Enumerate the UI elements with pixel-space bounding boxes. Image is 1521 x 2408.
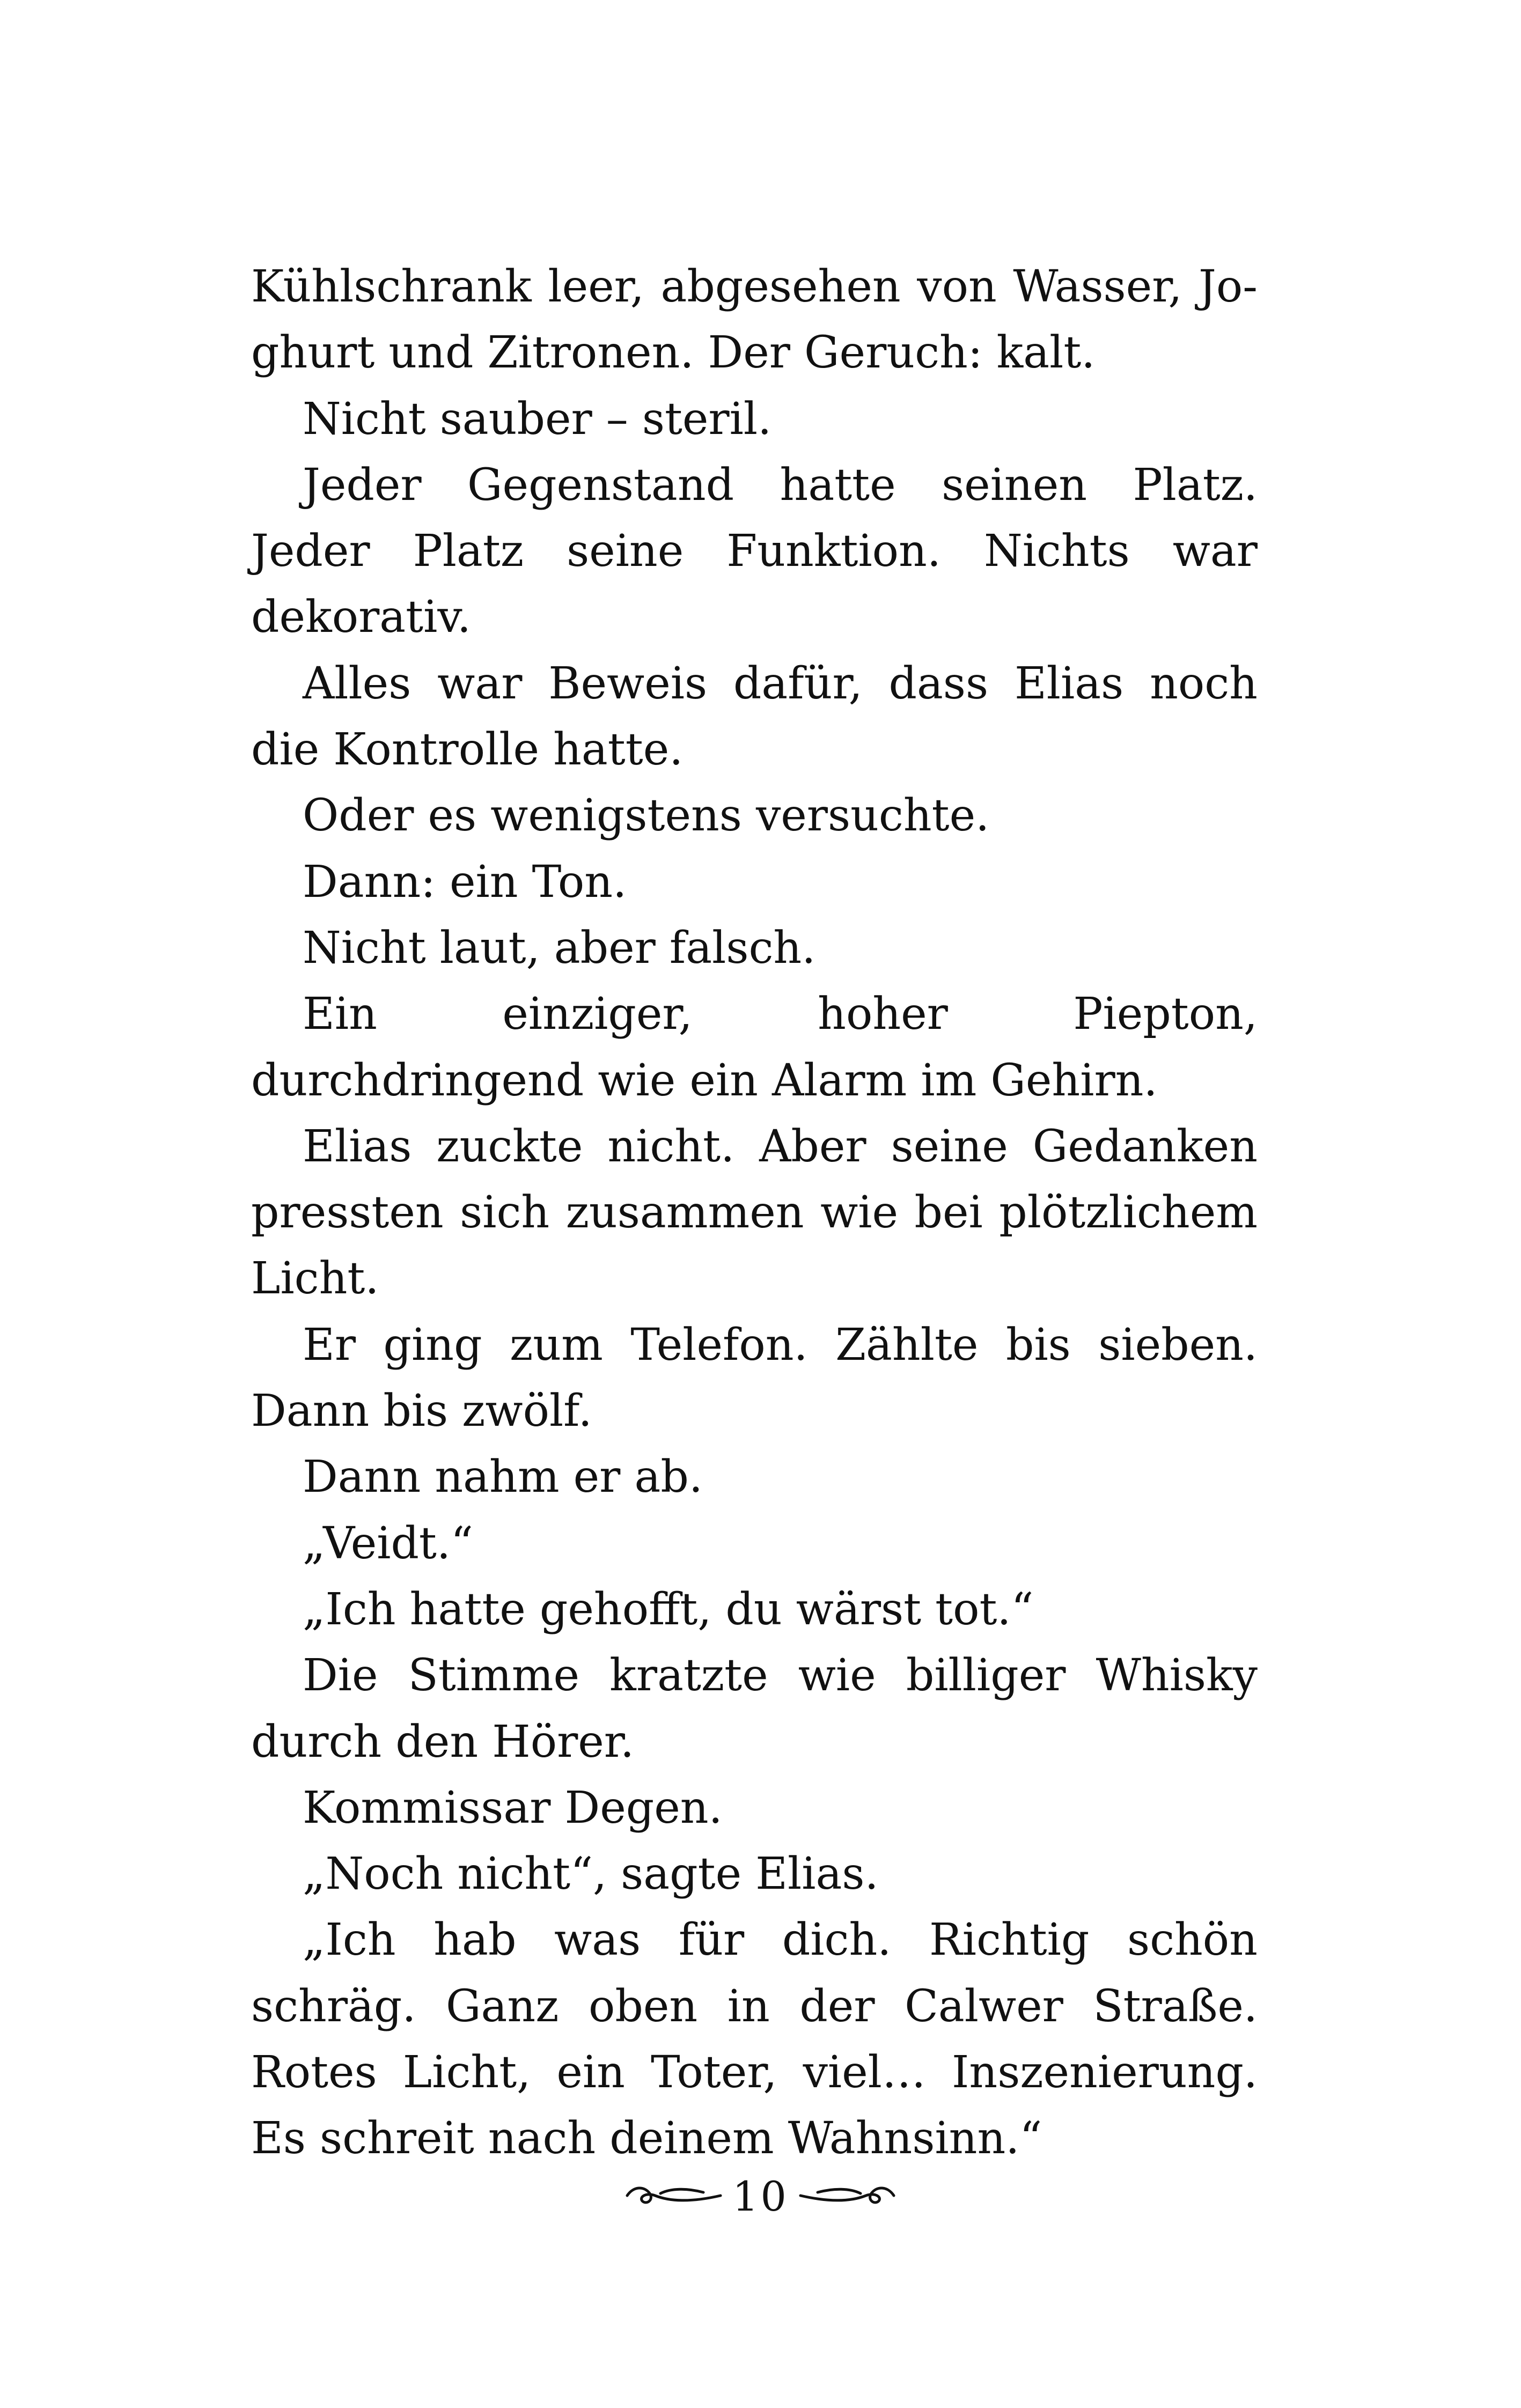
paragraph: Dann nahm er ab.: [303, 1452, 703, 1503]
paragraph: Nicht sauber – steril.: [303, 393, 772, 445]
paragraph: Jeder Gegenstand hatte seinen Platz. Jeder Platz seine Funktion. Nichts war dekorativ.: [251, 459, 1258, 643]
paragraph: Oder es wenigstens versuchte.: [303, 790, 990, 842]
paragraph: Kühlschrank leer, abgesehen von Wasser, Joghurt und Zitronen. Der Geruch: kalt.: [251, 261, 1258, 379]
page-number: 10: [732, 2173, 789, 2220]
paragraph: Elias zuckte nicht. Aber seine Gedanken pressten sich zusammen wie bei plötzlichem Licht.: [251, 1121, 1258, 1305]
paragraph: Nicht laut, aber falsch.: [303, 922, 816, 974]
paragraph: „Ich hatte gehofft, du wärst tot.“: [303, 1584, 1034, 1635]
paragraph: Alles war Beweis dafür, dass Elias noch die Kontrolle hatte.: [251, 658, 1258, 776]
paragraph: Er ging zum Telefon. Zählte bis sieben. Dann bis zwölf.: [251, 1319, 1258, 1437]
paragraph: „Noch nicht“, sagte Elias.: [303, 1849, 879, 1900]
body-text: [251, 254, 1258, 2172]
flourish-ornament-icon: [796, 2181, 898, 2213]
paragraph: „Ich hab was für dich. Richtig schön schräg. Ganz oben in der Calwer Straße. Rotes Licht, ein Toter, viel… Inszenierung. Es schreit nach deinem Wahnsinn.“: [251, 1914, 1258, 2164]
paragraph: Dann: ein Ton.: [303, 856, 627, 908]
paragraph: Kommissar Degen.: [303, 1782, 723, 1833]
paragraph: Ein einziger, hoher Piepton, durchdringend wie ein Alarm im Gehirn.: [251, 989, 1258, 1106]
paragraph: Die Stimme kratzte wie billiger Whisky durch den Hörer.: [251, 1650, 1258, 1768]
page-footer: [0, 2167, 1521, 2226]
flourish-ornament-icon: [623, 2181, 725, 2213]
paragraph: „Veidt.“: [303, 1518, 473, 1569]
